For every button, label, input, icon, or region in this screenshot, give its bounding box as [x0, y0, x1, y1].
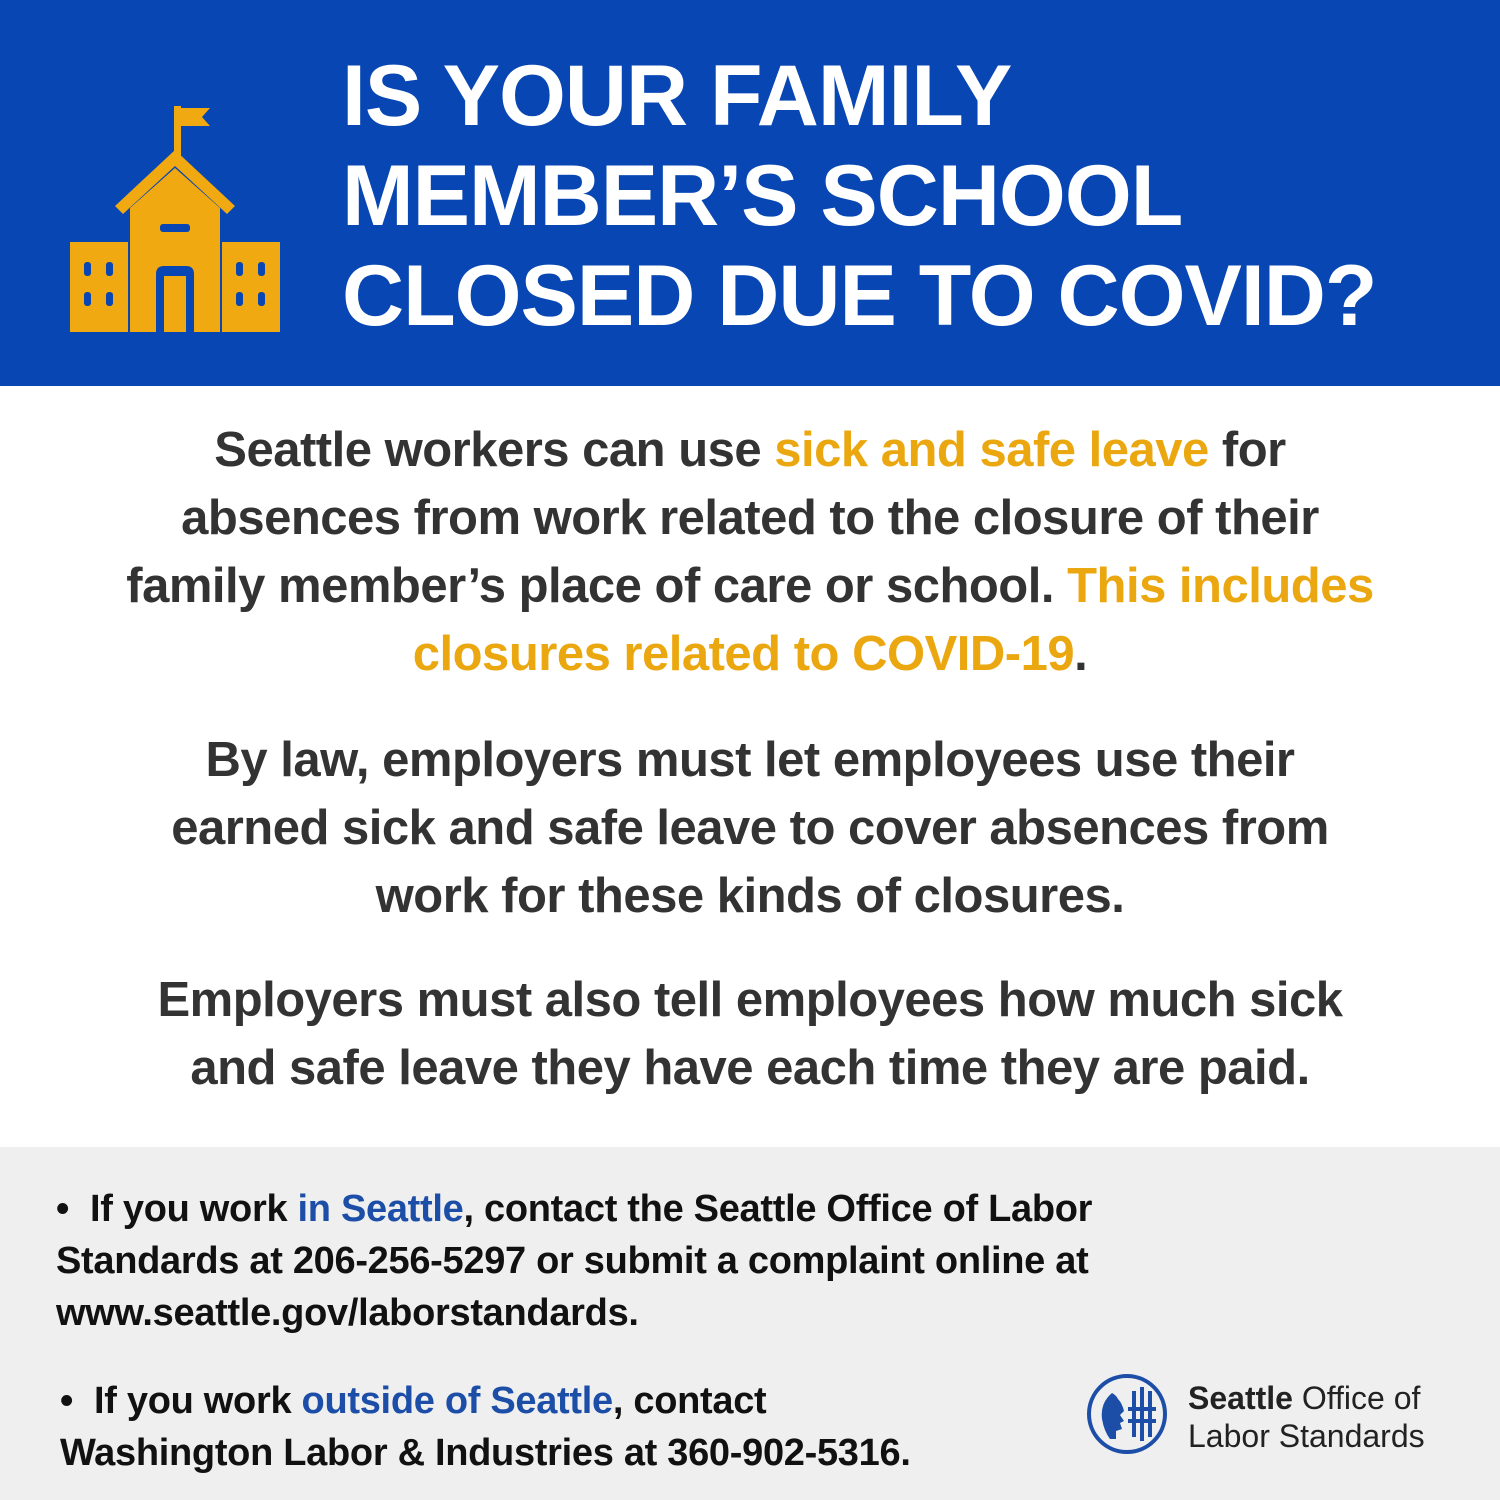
headline-line-1: IS YOUR FAMILY [342, 48, 1012, 144]
page-title [342, 46, 1482, 346]
highlight-sick-safe-leave: sick and safe leave [774, 423, 1209, 477]
p2-line-3: work for these kinds of closures. [375, 869, 1125, 923]
list-item-outside-seattle-contact [60, 1375, 1060, 1479]
p1-line-4 [40, 620, 1460, 688]
p3-line-2: and safe leave they have each time they are paid. [190, 1041, 1310, 1095]
paragraph-by-law [40, 726, 1460, 930]
highlight-covid-closures: closures related to COVID-19 [412, 627, 1075, 681]
logo-seattle: Seattle [1188, 1380, 1293, 1416]
logo-line-2: Labor Standards [1188, 1418, 1425, 1454]
p1-line-2: absences from work related to the closure of their [181, 491, 1319, 545]
paragraph-employers-tell [40, 966, 1460, 1102]
bullet-marker: • [56, 1188, 70, 1230]
b2-line-2: Washington Labor & Industries at 360-902-5316. [60, 1432, 911, 1474]
b1-text: If you work [90, 1188, 298, 1230]
p1-line-3 [40, 552, 1460, 620]
p1-text: . [1074, 627, 1088, 681]
highlight-outside-seattle: outside of Seattle [301, 1380, 613, 1422]
p1-line-1 [40, 416, 1460, 484]
headline-line-3: CLOSED DUE TO COVID? [342, 248, 1377, 344]
highlight-in-seattle: in Seattle [297, 1188, 464, 1230]
seattle-seal-icon [1086, 1373, 1168, 1455]
logo-line-1 [1188, 1379, 1425, 1417]
p2-line-2: earned sick and safe leave to cover absences from [171, 801, 1329, 855]
seattle-office-logo [1086, 1365, 1476, 1475]
p3-line-1: Employers must also tell employees how much sick [157, 973, 1343, 1027]
paragraph-sick-leave-use [40, 416, 1460, 688]
contact-footer [0, 1147, 1500, 1500]
b1-line-2: Standards at 206-256-5297 or submit a complaint online at [56, 1240, 1089, 1282]
p1-text: for [1208, 423, 1286, 477]
header-banner [0, 0, 1500, 386]
seattle-labor-standards-url[interactable]: www.seattle.gov/laborstandards. [56, 1292, 639, 1334]
logo-wordmark [1188, 1379, 1425, 1455]
list-item-seattle-contact [56, 1183, 1356, 1339]
highlight-includes: This includes [1067, 559, 1374, 613]
p2-line-1: By law, employers must let employees use their [205, 733, 1295, 787]
school-building-icon [70, 106, 280, 332]
bullet-marker: • [60, 1380, 74, 1422]
b2-text: If you work [94, 1380, 302, 1422]
b1-text: , contact the Seattle Office of Labor [463, 1188, 1093, 1230]
p1-text: family member’s place of care or school. [126, 559, 1068, 613]
b2-line-1 [60, 1375, 1060, 1427]
b1-line-1 [56, 1183, 1356, 1235]
b2-text: , contact [612, 1380, 767, 1422]
headline-line-2: MEMBER’S SCHOOL [342, 148, 1183, 244]
p1-text: Seattle workers can use [214, 423, 775, 477]
logo-office-of: Office of [1292, 1380, 1421, 1416]
